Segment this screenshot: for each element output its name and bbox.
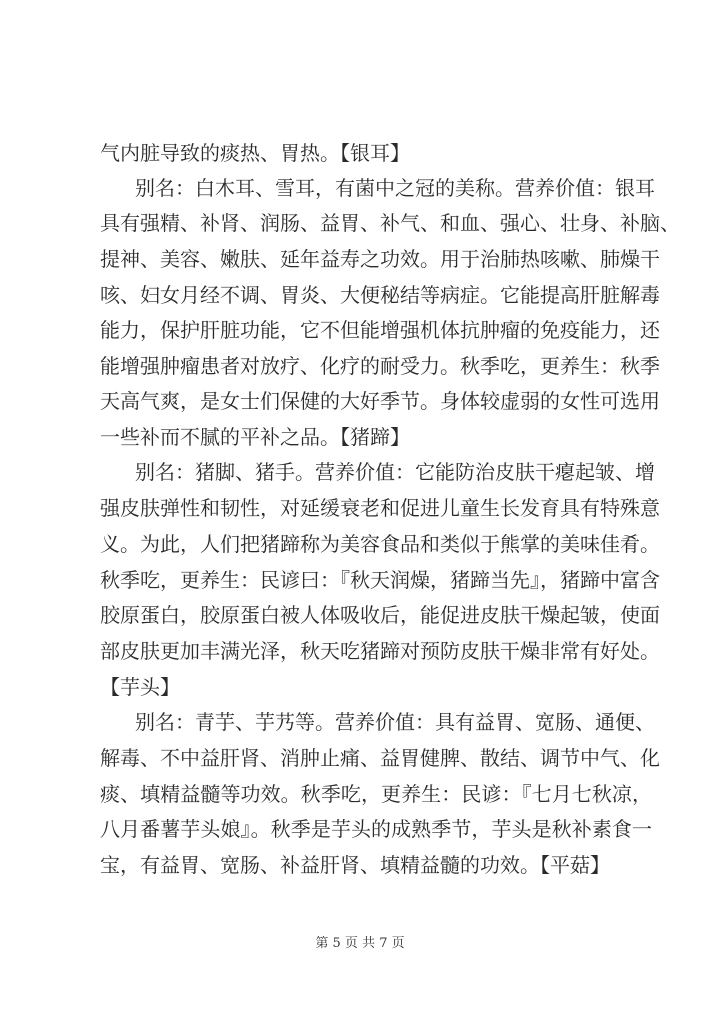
- section-heading: 【芋头】: [100, 675, 180, 699]
- text-line: 部皮肤更加丰满光泽，秋天吃猪蹄对预防皮肤干燥非常有好处。: [100, 639, 660, 663]
- text-line: 胶原蛋白，胶原蛋白被人体吸收后，能促进皮肤干燥起皱，使面: [100, 603, 660, 627]
- text-line: 别名：白木耳、雪耳，有菌中之冠的美称。营养价值：银耳: [135, 176, 655, 200]
- text-line: 强皮肤弹性和韧性，对延缓衰老和促进儿童生长发育具有特殊意: [100, 496, 660, 520]
- text-line: 秋季吃，更养生：民谚曰：『秋天润燥，猪蹄当先』，猪蹄中富含: [100, 568, 660, 592]
- text-line: 天高气爽，是女士们保健的大好季节。身体较虚弱的女性可选用: [100, 389, 660, 413]
- page-number-footer: 第 5 页 共 7 页: [315, 936, 405, 951]
- text-line: 具有强精、补肾、润肠、益胃、补气、和血、强心、壮身、补脑、: [100, 211, 680, 235]
- text-line: 八月番薯芋头娘』。秋季是芋头的成熟季节，芋头是秋补素食一: [100, 817, 652, 841]
- text-line: 别名：青芋、芋艿等。营养价值：具有益胃、宽肠、通便、: [135, 710, 655, 734]
- text-line: 咳、妇女月经不调、胃炎、大便秘结等病症。它能提高肝脏解毒: [100, 283, 660, 307]
- text-line: 义。为此，人们把猪蹄称为美容食品和类似于熊掌的美味佳肴。: [100, 532, 660, 556]
- text-line: 痰、填精益髓等功效。秋季吃，更养生：民谚：『七月七秋凉，: [100, 782, 652, 806]
- text-line: 一些补而不腻的平补之品。【猪蹄】: [100, 425, 410, 449]
- text-line: 能力，保护肝脏功能，它不但能增强机体抗肿瘤的免疫能力，还: [100, 318, 660, 342]
- text-line: 宝，有益胃、宽肠、补益肝肾、填精益髓的功效。【平菇】: [100, 853, 610, 877]
- text-line: 解毒、不中益肝肾、消肿止痛、益胃健脾、散结、调节中气、化: [100, 746, 660, 770]
- text-line: 气内脏导致的痰热、胃热。【银耳】: [100, 141, 410, 165]
- text-line: 别名：猪脚、猪手。营养价值：它能防治皮肤干瘪起皱、增: [135, 460, 655, 484]
- text-line: 提神、美容、嫩肤、延年益寿之功效。用于治肺热咳嗽、肺燥干: [100, 247, 660, 271]
- text-line: 能增强肿瘤患者对放疗、化疗的耐受力。秋季吃，更养生：秋季: [100, 354, 660, 378]
